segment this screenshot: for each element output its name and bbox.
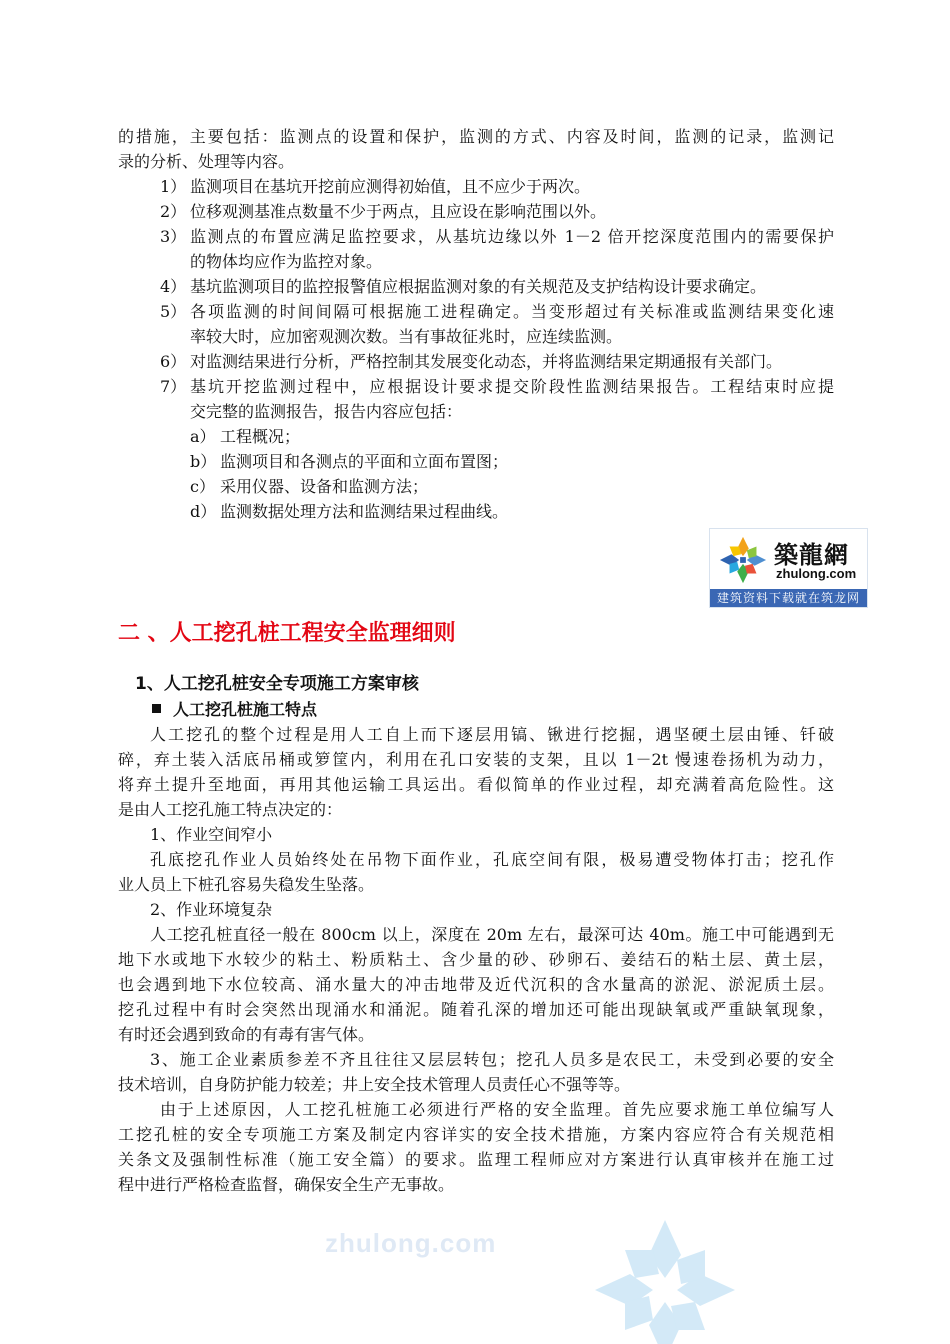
- sublist-item-text: 采用仪器、设备和监测方法；: [220, 477, 429, 496]
- list-item-text: 基坑开挖监测过程中，应根据设计要求提交阶段性监测结果报告。工程结束时应提: [190, 377, 834, 396]
- sublist-item-text: 监测数据处理方法和监测结果过程曲线。: [220, 502, 509, 521]
- list-item-text: 率较大时，应加密观测次数。当有事故征兆时，应连续监测。: [190, 327, 623, 346]
- bullet-heading-text: 人工挖孔桩施工特点: [173, 700, 318, 719]
- list-number: 6）: [160, 352, 187, 371]
- paragraph-line: 录的分析、处理等内容。: [118, 152, 295, 171]
- paragraph-line: 程中进行严格检查监督，确保安全生产无事故。: [118, 1175, 455, 1194]
- list-number: 3）: [160, 227, 187, 246]
- paragraph-line: 工挖孔桩的安全专项施工方案及制定内容详实的安全技术措施，方案内容应符合有关规范相: [118, 1125, 834, 1144]
- list-item-text: 的物体均应作为监控对象。: [190, 252, 383, 271]
- paragraph-line: 挖孔过程中有时会突然出现涌水和涌泥。随着孔深的增加还可能出现缺氧或严重缺氧现象，: [118, 1000, 834, 1019]
- paragraph-line: 也会遇到地下水位较高、涌水量大的冲击地带及近代沉积的含水量高的淤泥、淤泥质土层。: [118, 975, 834, 994]
- paragraph-line: 人工挖孔桩直径一般在 800cm 以上，深度在 20m 左右，最深可达 40m。施工中可能遇到无: [150, 925, 834, 944]
- paragraph-line: 将弃土提升至地面，再用其他运输工具运出。看似简单的作业过程，却充满着高危险性。这: [118, 775, 834, 794]
- sublist-item-text: 监测项目和各测点的平面和立面布置图；: [220, 452, 509, 471]
- paragraph-line: 孔底挖孔作业人员始终处在吊物下面作业，孔底空间有限，极易遭受物体打击；挖孔作: [150, 850, 834, 869]
- list-number: 5）: [160, 302, 187, 321]
- sublist-letter: b）: [190, 452, 217, 471]
- sublist-letter: d）: [190, 502, 217, 521]
- list-number: 1）: [160, 177, 187, 196]
- list-item-text: 监测点的布置应满足监控要求，从基坑边缘以外 1－2 倍开挖深度范围内的需要保护: [190, 227, 834, 246]
- logo-url: zhulong.com: [776, 566, 857, 581]
- list-item-text: 对监测结果进行分析，严格控制其发展变化动态，并将监测结果定期通报有关部门。: [190, 352, 783, 371]
- paragraph-line: 3、施工企业素质参差不齐且往往又层层转包；挖孔人员多是农民工，未受到必要的安全: [150, 1050, 834, 1069]
- paragraph-line: 的措施，主要包括：监测点的设置和保护，监测的方式、内容及时间，监测的记录，监测记: [118, 127, 834, 146]
- zhulong-logo: [709, 528, 868, 608]
- paragraph-line: 碎，弃土装入活底吊桶或箩筐内，利用在孔口安装的支架，且以 1－2t 慢速卷扬机为动力，: [118, 750, 834, 769]
- paragraph-line: 由于上述原因，人工挖孔桩施工必须进行严格的安全监理。首先应要求施工单位编写人: [160, 1100, 834, 1119]
- list-number: 4）: [160, 277, 187, 296]
- paragraph-line: 技术培训，自身防护能力较差；井上安全技术管理人员责任心不强等等。: [118, 1075, 631, 1094]
- paragraph-subheading: 2、作业环境复杂: [150, 900, 273, 919]
- watermark-snowflake-icon: [580, 1210, 750, 1344]
- paragraph-line: 是由人工挖孔施工特点决定的：: [118, 800, 343, 819]
- subsection-heading: 1、人工挖孔桩安全专项施工方案审核: [135, 674, 419, 694]
- list-item-text: 监测项目在基坑开挖前应测得初始值，且不应少于两次。: [190, 177, 591, 196]
- list-item-text: 位移观测基准点数量不少于两点，且应设在影响范围以外。: [190, 202, 607, 221]
- section-heading: 二 、人工挖孔桩工程安全监理细则: [118, 621, 456, 646]
- snowflake-logo-icon: [714, 535, 772, 585]
- list-number: 2）: [160, 202, 187, 221]
- list-number: 7）: [160, 377, 187, 396]
- list-item-text: 各项监测的时间间隔可根据施工进程确定。当变形超过有关标准或监测结果变化速: [190, 302, 834, 321]
- logo-name: 築龍網: [774, 540, 849, 569]
- list-item-text: 基坑监测项目的监控报警值应根据监测对象的有关规范及支护结构设计要求确定。: [190, 277, 767, 296]
- paragraph-line: 人工挖孔的整个过程是用人工自上而下逐层用镐、锹进行挖掘，遇坚硬土层由锤、钎破: [150, 725, 834, 744]
- logo-tagline: 建筑资料下载就在筑龙网: [710, 589, 867, 607]
- sublist-item-text: 工程概况；: [220, 427, 301, 446]
- square-bullet-icon: [152, 704, 161, 713]
- paragraph-line: 有时还会遇到致命的有毒有害气体。: [118, 1025, 375, 1044]
- paragraph-line: 业人员上下桩孔容易失稳发生坠落。: [118, 875, 375, 894]
- paragraph-line: 关条文及强制性标准（施工安全篇）的要求。监理工程师应对方案进行认真审核并在施工过: [118, 1150, 834, 1169]
- sublist-letter: a）: [190, 427, 216, 446]
- sublist-letter: c）: [190, 477, 215, 496]
- list-item-text: 交完整的监测报告，报告内容应包括：: [190, 402, 463, 421]
- paragraph-line: 地下水或地下水较少的粘土、粉质粘土、含少量的砂、砂卵石、姜结石的粘土层、黄土层，: [118, 950, 834, 969]
- paragraph-subheading: 1、作业空间窄小: [150, 825, 273, 844]
- watermark-text: zhulong.com: [325, 1228, 497, 1258]
- bullet-heading: [152, 697, 317, 722]
